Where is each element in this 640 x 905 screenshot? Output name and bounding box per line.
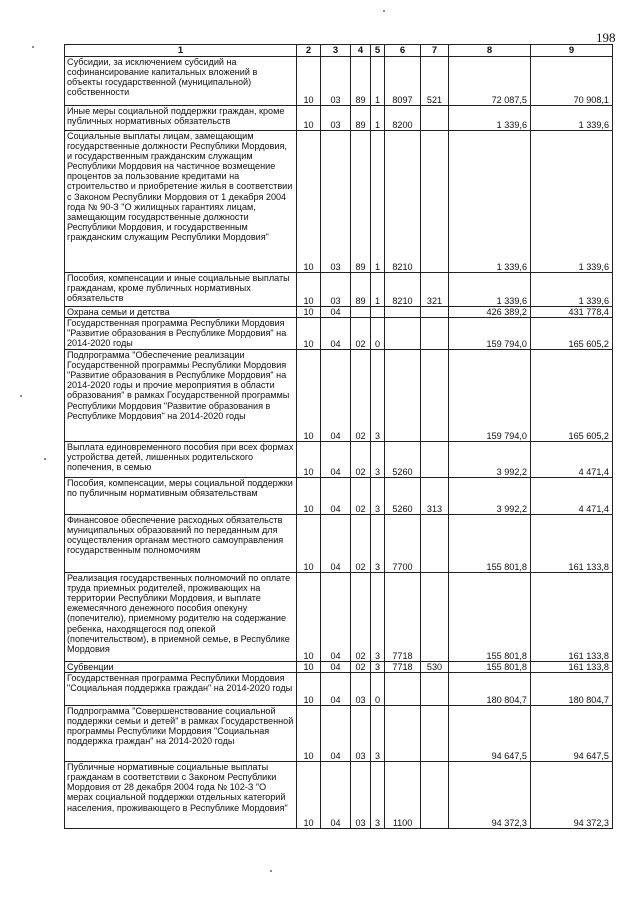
- header-cell: 3: [321, 45, 351, 57]
- table-row: [65, 350, 613, 442]
- amount-year2-cell: 165 605,2: [531, 350, 613, 442]
- amount-year1-cell: 155 801,8: [449, 515, 531, 573]
- item-code-cell: 5260: [385, 478, 421, 515]
- expense-type-cell: [421, 131, 449, 273]
- subprogram-code-cell: 3: [371, 662, 385, 673]
- item-code-cell: [385, 318, 421, 350]
- row-name-cell: Иные меры социальной поддержки граждан, кроме публичных нормативных обязательств: [65, 106, 297, 131]
- amount-year2-cell: 161 133,8: [531, 573, 613, 662]
- item-code-cell: [385, 673, 421, 706]
- item-code-cell: [385, 307, 421, 318]
- item-code-cell: 8097: [385, 57, 421, 106]
- row-name-cell: Подпрограмма "Обеспечение реализации Государственной программы Республики Мордовия "Развитие образования в Республике Мордовия" на 2014-2020 годы и прочие мероприятия в области образования" в рамках Государственной программы Республики Мордовия "Развитие образования в Республике Мордовия" на 2014-2020 годы: [65, 350, 297, 442]
- scan-speck: [44, 458, 46, 460]
- section-code-cell: 04: [321, 318, 351, 350]
- section-code-cell: 04: [321, 350, 351, 442]
- subprogram-code-cell: 3: [371, 706, 385, 762]
- row-name-cell: Финансовое обеспечение расходных обязательств муниципальных образований по переданным для осуществления органам местного самоуправления государственным полномочиям: [65, 515, 297, 573]
- subprogram-code-cell: [371, 307, 385, 318]
- expense-type-cell: 321: [421, 273, 449, 307]
- section-code-cell: 04: [321, 442, 351, 478]
- subprogram-code-cell: 1: [371, 273, 385, 307]
- subprogram-code-cell: 1: [371, 106, 385, 131]
- amount-year2-cell: 4 471,4: [531, 442, 613, 478]
- budget-table: [64, 44, 613, 829]
- expense-type-cell: [421, 307, 449, 318]
- header-cell: 5: [371, 45, 385, 57]
- amount-year2-cell: 180 804,7: [531, 673, 613, 706]
- row-name-cell: Государственная программа Республики Мордовия "Развитие образования в Республике Мордовия" на 2014-2020 годы: [65, 318, 297, 350]
- subprogram-code-cell: 1: [371, 131, 385, 273]
- table-row: [65, 706, 613, 762]
- expense-type-cell: [421, 515, 449, 573]
- chapter-code-cell: 10: [297, 106, 321, 131]
- chapter-code-cell: 10: [297, 273, 321, 307]
- section-code-cell: 04: [321, 515, 351, 573]
- table-row: [65, 673, 613, 706]
- item-code-cell: 7718: [385, 662, 421, 673]
- expense-type-cell: [421, 573, 449, 662]
- section-code-cell: 03: [321, 106, 351, 131]
- table-row: [65, 57, 613, 106]
- table-row: [65, 478, 613, 515]
- subprogram-code-cell: 1: [371, 57, 385, 106]
- subprogram-code-cell: 3: [371, 478, 385, 515]
- expense-type-cell: [421, 762, 449, 829]
- chapter-code-cell: 10: [297, 706, 321, 762]
- section-code-cell: 04: [321, 706, 351, 762]
- amount-year1-cell: 1 339,6: [449, 106, 531, 131]
- section-code-cell: 04: [321, 307, 351, 318]
- amount-year2-cell: 70 908,1: [531, 57, 613, 106]
- item-code-cell: 8200: [385, 106, 421, 131]
- scan-speck: [270, 870, 272, 872]
- table-row: [65, 307, 613, 318]
- program-code-cell: 02: [351, 478, 371, 515]
- program-code-cell: 02: [351, 318, 371, 350]
- program-code-cell: 02: [351, 573, 371, 662]
- table-row: [65, 106, 613, 131]
- row-name-cell: Реализация государственных полномочий по оплате труда приемных родителей, проживающих на территории Республики Мордовия, и выплате ежемесячного денежного пособия опекуну (попечителю), приемному родителю на содержание ребенка, находящегося под опекой (попечительством), в приемной семье, в Республике Мордовия: [65, 573, 297, 662]
- item-code-cell: 7700: [385, 515, 421, 573]
- amount-year1-cell: 159 794,0: [449, 318, 531, 350]
- expense-type-cell: [421, 706, 449, 762]
- expense-type-cell: [421, 106, 449, 131]
- program-code-cell: 02: [351, 515, 371, 573]
- header-cell: 9: [531, 45, 613, 57]
- scan-speck: [383, 10, 385, 12]
- section-code-cell: 03: [321, 131, 351, 273]
- program-code-cell: 02: [351, 662, 371, 673]
- row-name-cell: Субвенции: [65, 662, 297, 673]
- amount-year1-cell: 94 647,5: [449, 706, 531, 762]
- chapter-code-cell: 10: [297, 350, 321, 442]
- chapter-code-cell: 10: [297, 662, 321, 673]
- row-name-cell: Социальные выплаты лицам, замещающим государственные должности Республики Мордовия, и государственным гражданским служащим Республики Мордовия на частичное возмещение процентов за пользование кредитами на строительство и приобретение жилья в соответствии с Законом Республики Мордовия от 1 декабря 2004 года № 90-З "О жилищных гарантиях лицам, замещающим государственные должности Республики Мордовия, и государственным гражданским служащим Республики Мордовия": [65, 131, 297, 273]
- chapter-code-cell: 10: [297, 442, 321, 478]
- amount-year2-cell: 161 133,8: [531, 662, 613, 673]
- scan-speck: [20, 395, 22, 397]
- expense-type-cell: [421, 442, 449, 478]
- row-name-cell: Субсидии, за исключением субсидий на софинансирование капитальных вложений в объекты государственной (муниципальной) собственности: [65, 57, 297, 106]
- section-code-cell: 03: [321, 57, 351, 106]
- program-code-cell: 02: [351, 350, 371, 442]
- header-cell: 7: [421, 45, 449, 57]
- chapter-code-cell: 10: [297, 573, 321, 662]
- amount-year1-cell: 94 372,3: [449, 762, 531, 829]
- amount-year1-cell: 155 801,8: [449, 662, 531, 673]
- table-row: [65, 131, 613, 273]
- subprogram-code-cell: 0: [371, 673, 385, 706]
- amount-year2-cell: 1 339,6: [531, 106, 613, 131]
- program-code-cell: 89: [351, 106, 371, 131]
- amount-year1-cell: 1 339,6: [449, 273, 531, 307]
- expense-type-cell: 313: [421, 478, 449, 515]
- section-code-cell: 04: [321, 662, 351, 673]
- expense-type-cell: [421, 673, 449, 706]
- amount-year1-cell: 3 992,2: [449, 478, 531, 515]
- row-name-cell: Пособия, компенсации, меры социальной поддержки по публичным нормативным обязательствам: [65, 478, 297, 515]
- chapter-code-cell: 10: [297, 478, 321, 515]
- row-name-cell: Публичные нормативные социальные выплаты гражданам в соответствии с Законом Республики Мордовия от 28 декабря 2004 года № 102-З "О мерах социальной поддержки отдельных категорий населения, проживающего в Республике Мордовия": [65, 762, 297, 829]
- row-name-cell: Пособия, компенсации и иные социальные выплаты гражданам, кроме публичных нормативных обязательств: [65, 273, 297, 307]
- table-row: [65, 662, 613, 673]
- amount-year1-cell: 3 992,2: [449, 442, 531, 478]
- amount-year2-cell: 94 372,3: [531, 762, 613, 829]
- table-row: [65, 573, 613, 662]
- chapter-code-cell: 10: [297, 318, 321, 350]
- amount-year2-cell: 94 647,5: [531, 706, 613, 762]
- header-cell: 6: [385, 45, 421, 57]
- chapter-code-cell: 10: [297, 515, 321, 573]
- program-code-cell: 03: [351, 762, 371, 829]
- amount-year2-cell: 1 339,6: [531, 273, 613, 307]
- header-cell: 4: [351, 45, 371, 57]
- item-code-cell: 7718: [385, 573, 421, 662]
- header-cell: 8: [449, 45, 531, 57]
- chapter-code-cell: 10: [297, 307, 321, 318]
- item-code-cell: 8210: [385, 273, 421, 307]
- section-code-cell: 03: [321, 273, 351, 307]
- program-code-cell: 03: [351, 673, 371, 706]
- section-code-cell: 04: [321, 478, 351, 515]
- program-code-cell: 89: [351, 273, 371, 307]
- amount-year1-cell: 180 804,7: [449, 673, 531, 706]
- subprogram-code-cell: 0: [371, 318, 385, 350]
- subprogram-code-cell: 3: [371, 573, 385, 662]
- expense-type-cell: 521: [421, 57, 449, 106]
- program-code-cell: 89: [351, 131, 371, 273]
- chapter-code-cell: 10: [297, 673, 321, 706]
- table-row: [65, 273, 613, 307]
- item-code-cell: [385, 350, 421, 442]
- section-code-cell: 04: [321, 762, 351, 829]
- table-row: [65, 442, 613, 478]
- chapter-code-cell: 10: [297, 131, 321, 273]
- item-code-cell: 8210: [385, 131, 421, 273]
- page-number: 198: [596, 30, 616, 45]
- header-cell: 1: [65, 45, 297, 57]
- amount-year1-cell: 72 087,5: [449, 57, 531, 106]
- item-code-cell: 5260: [385, 442, 421, 478]
- item-code-cell: [385, 706, 421, 762]
- chapter-code-cell: 10: [297, 57, 321, 106]
- amount-year2-cell: 165 605,2: [531, 318, 613, 350]
- table-row: [65, 318, 613, 350]
- amount-year2-cell: 431 778,4: [531, 307, 613, 318]
- subprogram-code-cell: 3: [371, 350, 385, 442]
- program-code-cell: [351, 307, 371, 318]
- row-name-cell: Подпрограмма "Совершенствование социальной поддержки семьи и детей" в рамках Государственной программы Республики Мордовия "Социальная поддержка граждан" на 2014-2020 годы: [65, 706, 297, 762]
- section-code-cell: 04: [321, 573, 351, 662]
- section-code-cell: 04: [321, 673, 351, 706]
- amount-year1-cell: 159 794,0: [449, 350, 531, 442]
- amount-year2-cell: 161 133,8: [531, 515, 613, 573]
- expense-type-cell: [421, 318, 449, 350]
- amount-year1-cell: 1 339,6: [449, 131, 531, 273]
- row-name-cell: Охрана семьи и детства: [65, 307, 297, 318]
- amount-year2-cell: 4 471,4: [531, 478, 613, 515]
- item-code-cell: 1100: [385, 762, 421, 829]
- scan-speck: [32, 46, 34, 48]
- program-code-cell: 03: [351, 706, 371, 762]
- subprogram-code-cell: 3: [371, 515, 385, 573]
- program-code-cell: 89: [351, 57, 371, 106]
- subprogram-code-cell: 3: [371, 762, 385, 829]
- subprogram-code-cell: 3: [371, 442, 385, 478]
- row-name-cell: Выплата единовременного пособия при всех формах устройства детей, лишенных родительского попечения, в семью: [65, 442, 297, 478]
- amount-year1-cell: 426 389,2: [449, 307, 531, 318]
- expense-type-cell: [421, 350, 449, 442]
- amount-year1-cell: 155 801,8: [449, 573, 531, 662]
- table-row: [65, 515, 613, 573]
- row-name-cell: Государственная программа Республики Мордовия "Социальная поддержка граждан" на 2014-2020 годы: [65, 673, 297, 706]
- header-row: [65, 45, 613, 57]
- header-cell: 2: [297, 45, 321, 57]
- amount-year2-cell: 1 339,6: [531, 131, 613, 273]
- expense-type-cell: 530: [421, 662, 449, 673]
- chapter-code-cell: 10: [297, 762, 321, 829]
- program-code-cell: 02: [351, 442, 371, 478]
- table-row: [65, 762, 613, 829]
